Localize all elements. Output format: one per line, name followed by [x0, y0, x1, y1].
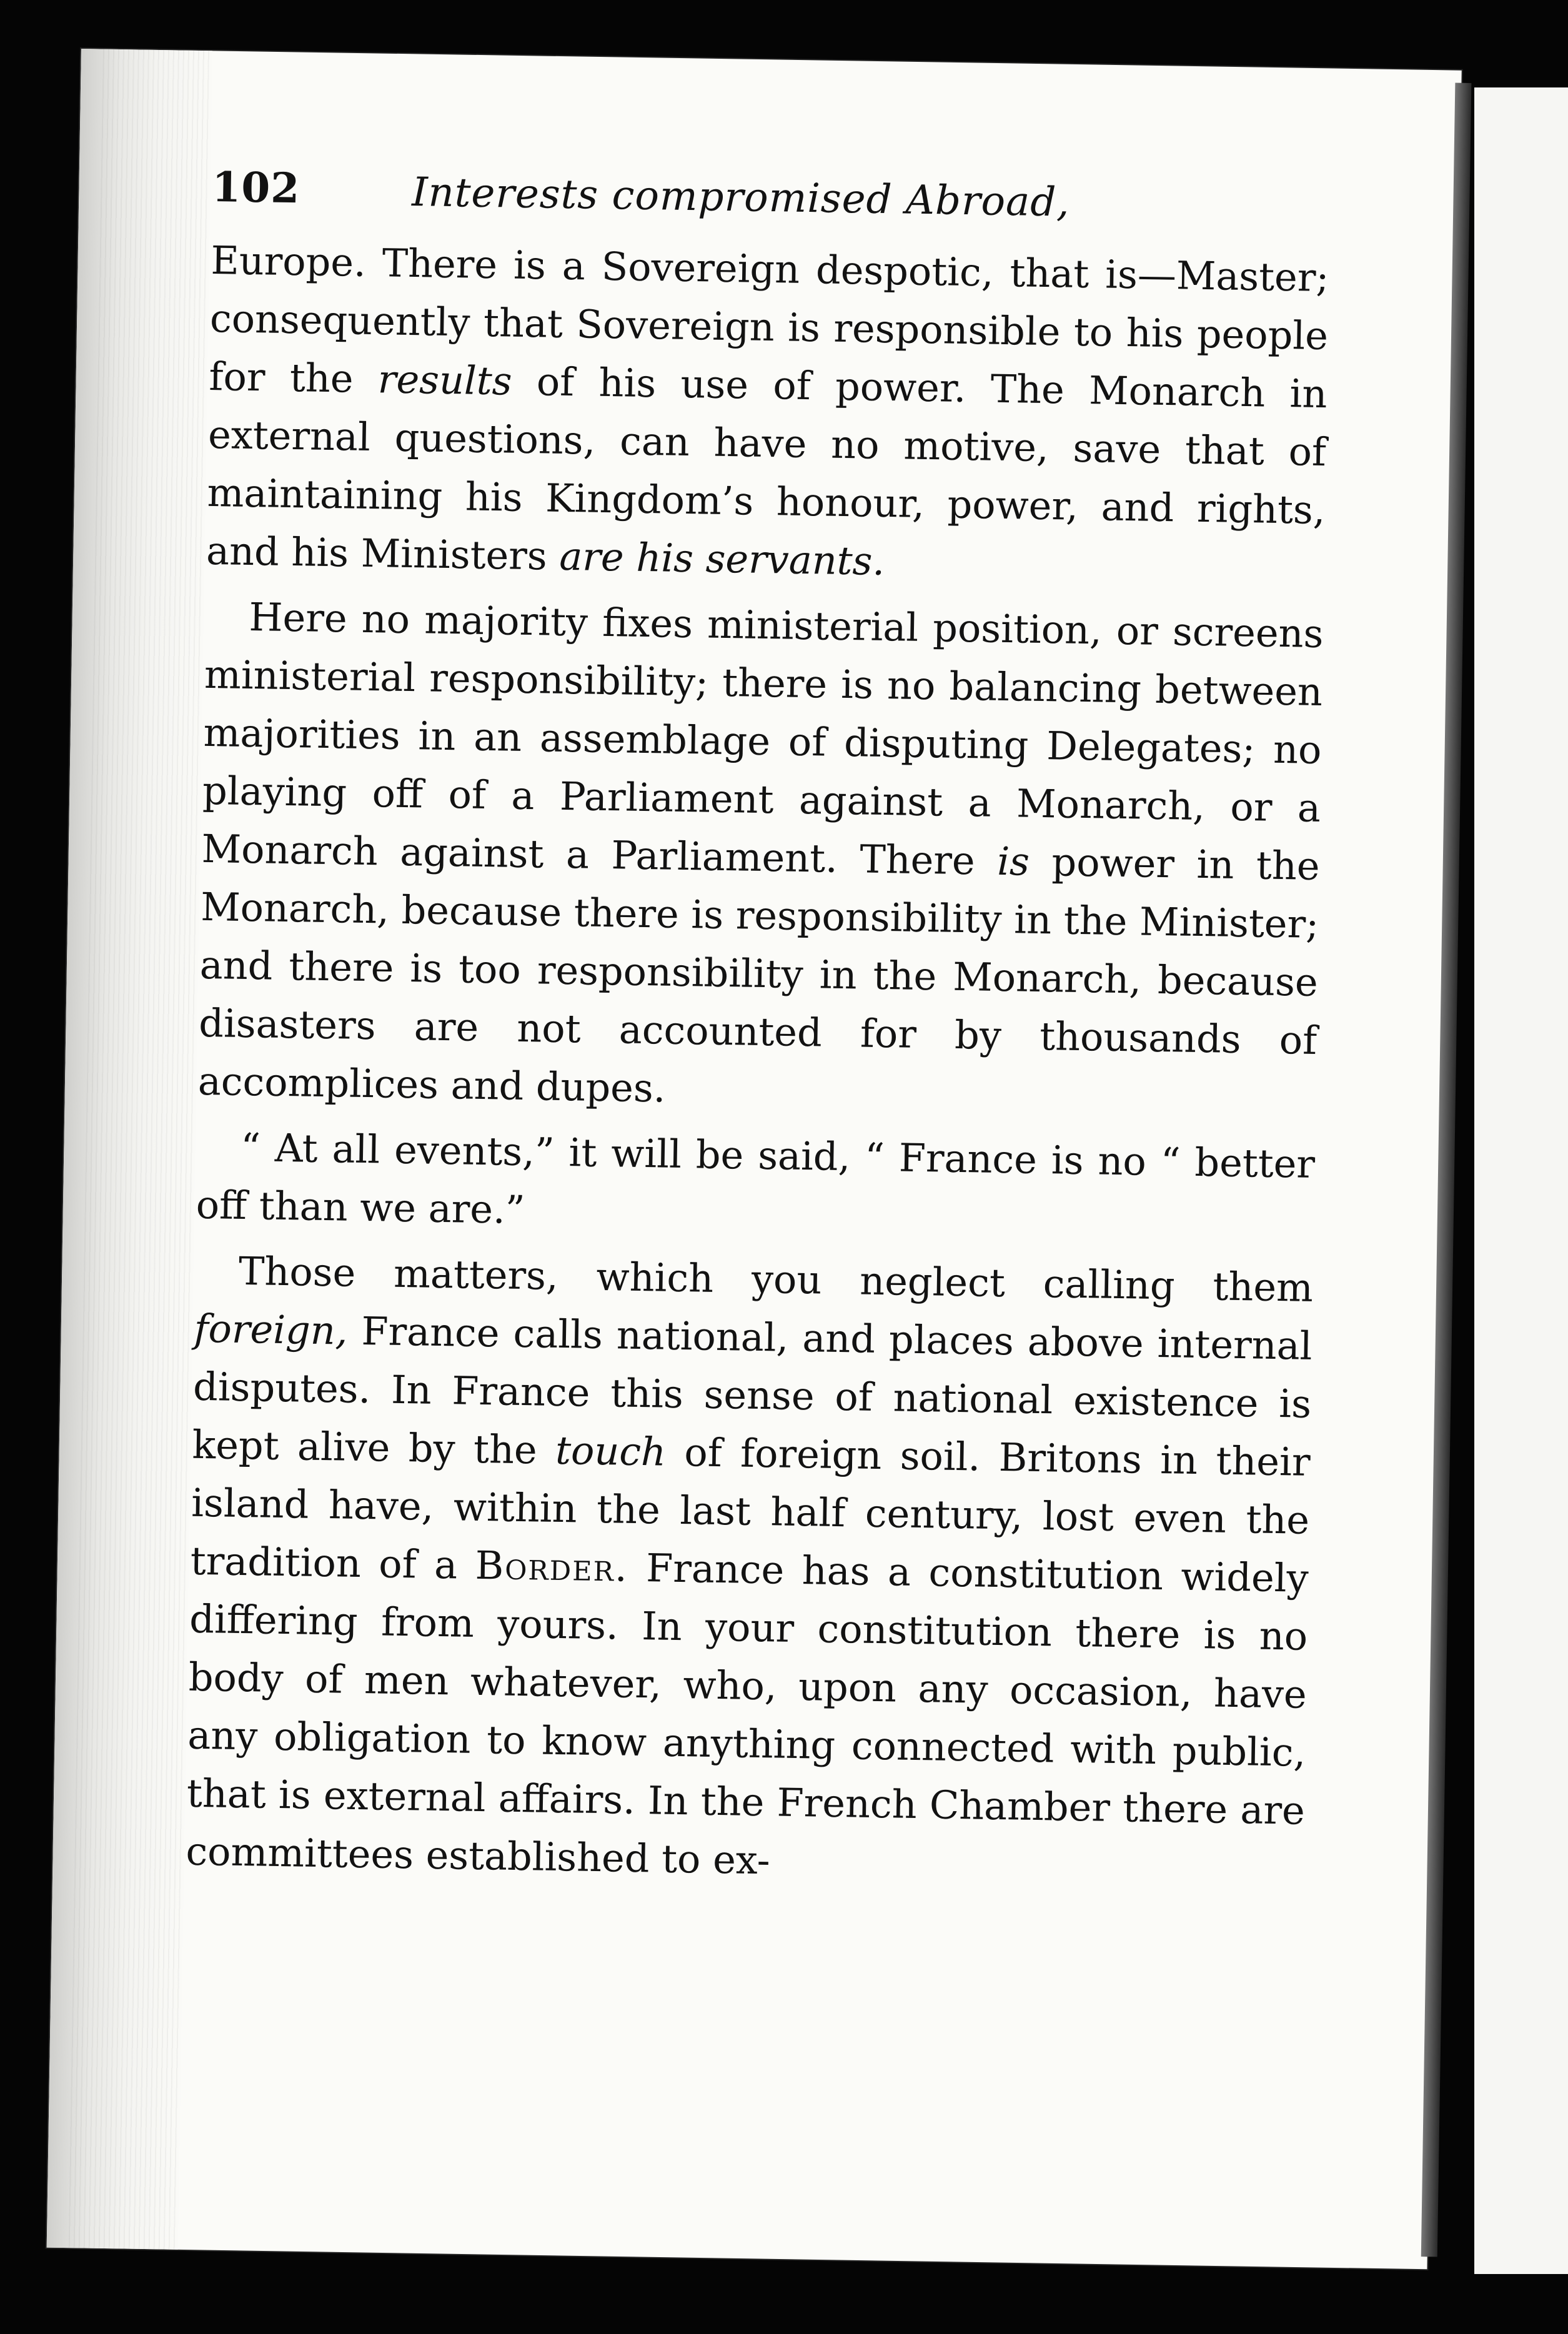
page-stack-edge — [47, 49, 212, 2250]
text-run: power in the Monarch, because there is responsibility in the Minister; and there is too responsibility in the Monarch, because disasters are not accounted for by thousands of accomplices and dupes. — [197, 838, 1321, 1111]
italic-text: is — [996, 838, 1030, 885]
italic-text: results — [377, 356, 513, 404]
facing-page-edge — [1474, 87, 1568, 2274]
body-text — [186, 231, 1329, 1898]
running-title: Interests compromised Abroad, — [411, 169, 1071, 226]
text-run: “ At all events,” it will be said, “ France is no “ better off than we are.” — [196, 1124, 1316, 1233]
binding-gutter — [1421, 83, 1472, 2257]
text-run: France calls national, and places above internal disputes. In France this sense of national existence is kept alive by the — [192, 1308, 1313, 1473]
italic-text: foreign, — [194, 1305, 348, 1354]
paragraph — [197, 587, 1324, 1128]
paragraph — [196, 1118, 1316, 1251]
text-run: of foreign soil. Britons in their island have, within the last half century, lost even the tradition of a — [190, 1429, 1311, 1588]
paragraph — [186, 1241, 1314, 1898]
small-caps-text: Border. — [475, 1542, 629, 1591]
italic-text: are his servants. — [558, 533, 885, 584]
text-run: of his use of power. The Monarch in external questions, can have no motive, save that of maintaining his Kingdom’s honour, power, and rights, and his Ministers — [206, 358, 1327, 579]
text-run: France has a constitution widely differing from yours. In your constitution there is no body of men whatever, who, upon any occasion, have any obligation to know anything connected with public, that is external affairs. In the French Chamber there are committees established to ex- — [185, 1544, 1309, 1884]
page-number: 102 — [211, 162, 300, 213]
text-run: Here no majority fixes ministerial position, or screens ministerial responsibility; there is no balancing between majorities in an assemblage of disputing Delegates; no playing off of a Parliament against a Monarch, or a Monarch against a Parliament. There — [201, 594, 1324, 884]
paragraph — [206, 231, 1330, 597]
page-content — [186, 162, 1331, 1898]
text-run: Those matters, which you neglect calling them — [238, 1248, 1314, 1311]
text-run: Europe. There is a Sovereign despotic, that is—Master; consequently that Sovereign is responsible to his people for the — [209, 237, 1329, 402]
italic-text: touch — [555, 1427, 667, 1475]
